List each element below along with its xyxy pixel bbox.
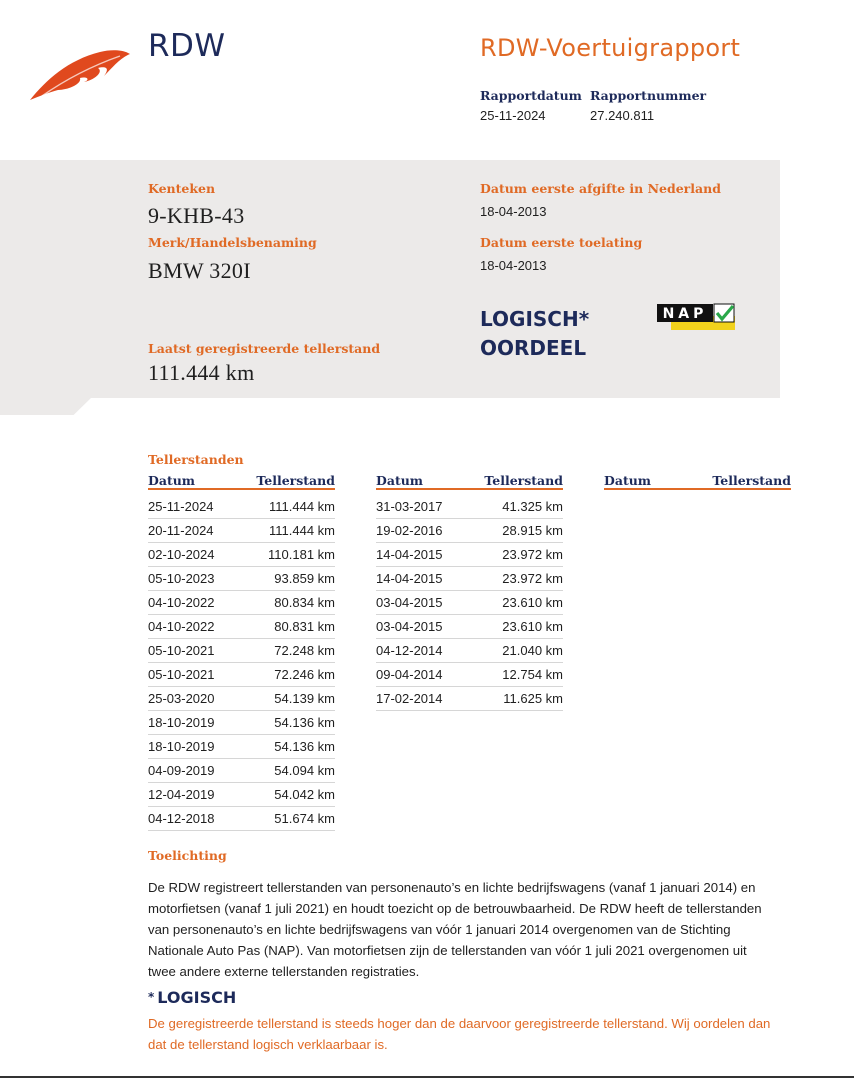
explanation-text (148, 877, 808, 982)
odometer-reading-cell: 54.139 km (274, 691, 335, 706)
explanation-line: Nationale Auto Pas (NAP). Van motorfietsen zijn de tellerstanden van vóór 1 juli 2021 overgenomen uit (148, 943, 747, 958)
odometer-row-divider (376, 542, 563, 543)
column-header-reading: Tellerstand (484, 473, 563, 488)
logisch-note-line: De geregistreerde tellerstand is steeds hoger dan de daarvoor geregistreerde tellerstand. Wij oordelen dan (148, 1016, 771, 1031)
report-number-label: Rapportnummer (590, 88, 707, 103)
odometer-reading-cell: 80.834 km (274, 595, 335, 610)
odometer-reading-cell: 54.136 km (274, 739, 335, 754)
explanation-line: twee andere externe tellerstanden registraties. (148, 964, 420, 979)
column-header-date: Datum (148, 473, 196, 488)
odometer-date-cell: 09-04-2014 (376, 667, 443, 682)
odometer-date-cell: 18-10-2019 (148, 739, 215, 754)
odometer-date-cell: 05-10-2023 (148, 571, 215, 586)
odometer-row-divider (376, 518, 563, 519)
odometer-date-cell: 04-09-2019 (148, 763, 215, 778)
last-odometer-label: Laatst geregistreerde tellerstand (148, 341, 381, 356)
odometer-row-divider (376, 590, 563, 591)
odometer-date-cell: 14-04-2015 (376, 547, 443, 562)
first-admission-value: 18-04-2013 (480, 258, 547, 273)
column-header-date: Datum (604, 473, 652, 488)
verdict-line-1: LOGISCH* (480, 307, 590, 331)
odometer-date-cell: 03-04-2015 (376, 595, 443, 610)
nap-badge-icon (657, 302, 737, 332)
odometer-heading: Tellerstanden (148, 452, 244, 467)
report-number-value: 27.240.811 (590, 108, 655, 123)
odometer-row-divider (148, 686, 335, 687)
odometer-row-divider (148, 782, 335, 783)
odometer-row-divider (148, 542, 335, 543)
odometer-reading-cell: 72.246 km (274, 667, 335, 682)
odometer-reading-cell: 23.610 km (502, 595, 563, 610)
odometer-row-divider (148, 566, 335, 567)
odometer-row-divider (148, 518, 335, 519)
odometer-date-cell: 05-10-2021 (148, 667, 215, 682)
odometer-row-divider (148, 638, 335, 639)
odometer-date-cell: 05-10-2021 (148, 643, 215, 658)
last-odometer-value: 111.444 km (148, 360, 255, 385)
odometer-date-cell: 25-11-2024 (148, 499, 214, 514)
brand-name: RDW (148, 28, 226, 64)
odometer-date-cell: 19-02-2016 (376, 523, 443, 538)
report-title: RDW-Voertuigrapport (480, 34, 741, 62)
odometer-row-divider (376, 638, 563, 639)
odometer-reading-cell: 41.325 km (502, 499, 563, 514)
odometer-reading-cell: 23.972 km (502, 571, 563, 586)
column-header-rule (604, 488, 791, 490)
odometer-row-divider (376, 662, 563, 663)
odometer-reading-cell: 54.042 km (274, 787, 335, 802)
odometer-reading-cell: 80.831 km (274, 619, 335, 634)
column-header-rule (148, 488, 335, 490)
make-label: Merk/Handelsbenaming (148, 235, 317, 250)
logisch-note-title-text: LOGISCH (157, 988, 237, 1007)
first-admission-label: Datum eerste toelating (480, 235, 643, 250)
asterisk-mark: * (148, 990, 155, 1004)
first-issue-nl-label: Datum eerste afgifte in Nederland (480, 181, 721, 196)
odometer-reading-cell: 11.625 km (503, 691, 563, 706)
odometer-date-cell: 03-04-2015 (376, 619, 443, 634)
odometer-date-cell: 04-10-2022 (148, 595, 215, 610)
odometer-row-divider (148, 830, 335, 831)
odometer-date-cell: 18-10-2019 (148, 715, 215, 730)
odometer-reading-cell: 111.444 km (268, 499, 335, 514)
odometer-reading-cell: 12.754 km (502, 667, 563, 682)
explanation-line: van personenauto’s en lichte bedrijfswagens van vóór 1 januari 2014 overgenomen van de Stichting (148, 922, 731, 937)
odometer-reading-cell: 111.444 km (268, 523, 335, 538)
odometer-reading-cell: 110.181 km (268, 547, 335, 562)
rdw-logo-icon (28, 46, 132, 104)
logisch-note-title (148, 988, 236, 1007)
nap-badge-text: NAP (662, 306, 708, 322)
odometer-date-cell: 02-10-2024 (148, 547, 215, 562)
odometer-date-cell: 25-03-2020 (148, 691, 215, 706)
odometer-reading-cell: 23.610 km (502, 619, 563, 634)
odometer-date-cell: 17-02-2014 (376, 691, 443, 706)
explanation-heading: Toelichting (148, 848, 227, 863)
odometer-row-divider (148, 758, 335, 759)
make-value: BMW 320I (148, 258, 251, 283)
first-issue-nl-value: 18-04-2013 (480, 204, 547, 219)
report-date-value: 25-11-2024 (480, 108, 546, 123)
report-date-label: Rapportdatum (480, 88, 582, 103)
verdict-line-2: OORDEEL (480, 336, 587, 360)
odometer-row-divider (148, 614, 335, 615)
odometer-row-divider (376, 710, 563, 711)
odometer-date-cell: 20-11-2024 (148, 523, 214, 538)
explanation-line: motorfietsen (vanaf 1 juli 2021) en houdt toezicht op de betrouwbaarheid. De RDW heeft de tellerstanden (148, 901, 762, 916)
odometer-date-cell: 31-03-2017 (376, 499, 443, 514)
panel-notch (0, 397, 92, 415)
plate-label: Kenteken (148, 181, 216, 196)
odometer-row-divider (376, 566, 563, 567)
bottom-divider (0, 1076, 854, 1078)
odometer-reading-cell: 23.972 km (502, 547, 563, 562)
odometer-row-divider (148, 710, 335, 711)
odometer-row-divider (148, 734, 335, 735)
odometer-reading-cell: 51.674 km (274, 811, 335, 826)
column-header-date: Datum (376, 473, 424, 488)
plate-value: 9-KHB-43 (148, 203, 245, 228)
column-header-rule (376, 488, 563, 490)
odometer-reading-cell: 54.136 km (274, 715, 335, 730)
odometer-row-divider (148, 662, 335, 663)
odometer-row-divider (148, 806, 335, 807)
odometer-row-divider (376, 686, 563, 687)
logisch-note-line: dat de tellerstand logisch verklaarbaar is. (148, 1037, 388, 1052)
explanation-line: De RDW registreert tellerstanden van personenauto’s en lichte bedrijfswagens (vanaf 1 januari 2014) en (148, 880, 756, 895)
odometer-reading-cell: 28.915 km (502, 523, 563, 538)
column-header-reading: Tellerstand (256, 473, 335, 488)
odometer-date-cell: 04-12-2018 (148, 811, 215, 826)
odometer-reading-cell: 21.040 km (502, 643, 563, 658)
odometer-date-cell: 04-10-2022 (148, 619, 215, 634)
odometer-row-divider (376, 614, 563, 615)
odometer-row-divider (148, 590, 335, 591)
odometer-date-cell: 04-12-2014 (376, 643, 443, 658)
odometer-date-cell: 12-04-2019 (148, 787, 215, 802)
odometer-reading-cell: 93.859 km (274, 571, 335, 586)
odometer-reading-cell: 72.248 km (274, 643, 335, 658)
logisch-note-text (148, 1013, 808, 1055)
odometer-date-cell: 14-04-2015 (376, 571, 443, 586)
odometer-reading-cell: 54.094 km (274, 763, 335, 778)
column-header-reading: Tellerstand (712, 473, 791, 488)
